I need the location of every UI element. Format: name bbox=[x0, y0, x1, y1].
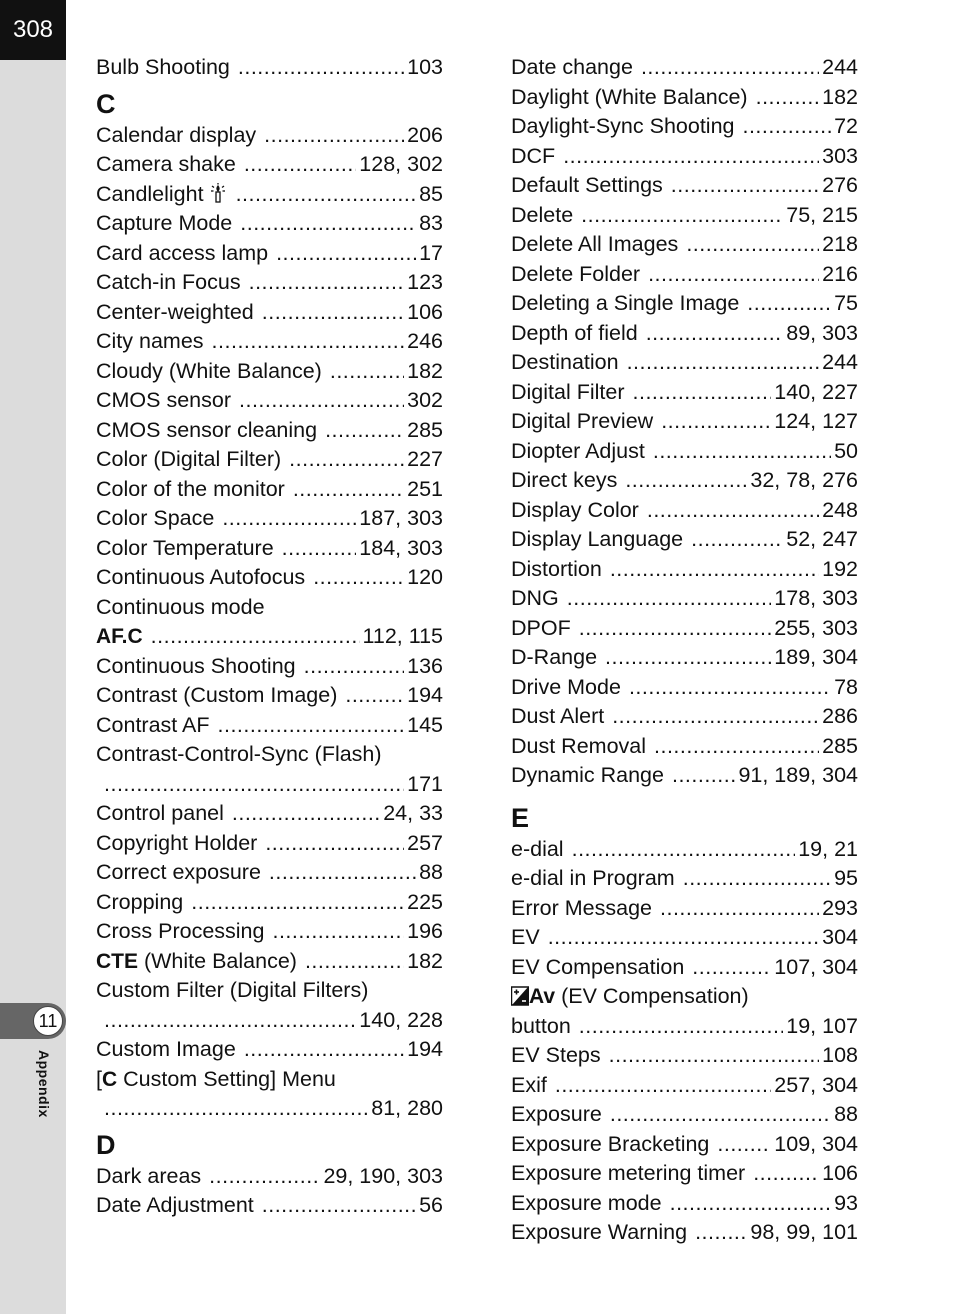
index-entry: EV Steps ..... 108 bbox=[511, 1041, 858, 1071]
sidebar bbox=[0, 0, 66, 1314]
index-entry-heading: Custom Filter (Digital Filters) bbox=[96, 978, 369, 1002]
index-entry: Card access lamp ..... 17 bbox=[96, 239, 443, 269]
index-entry: Drive Mode ..... 78 bbox=[511, 673, 858, 703]
index-entry: CTE (White Balance) ..... 182 bbox=[96, 947, 443, 977]
index-entry: Error Message ..... 293 bbox=[511, 894, 858, 924]
index-entry: Camera shake ..... 128, 302 bbox=[96, 150, 443, 180]
index-entry: Exif ..... 257, 304 bbox=[511, 1071, 858, 1101]
index-entry: Contrast (Custom Image) ..... 194 bbox=[96, 681, 443, 711]
index-entry: Dark areas ..... 29, 190, 303 bbox=[96, 1162, 443, 1192]
index-entry: Date Adjustment ..... 56 bbox=[96, 1191, 443, 1221]
chapter-number: 11 bbox=[33, 1006, 63, 1036]
index-entry: Dust Removal ..... 285 bbox=[511, 732, 858, 762]
custom-setting-symbol: C bbox=[101, 1067, 118, 1091]
index-entry-heading: Av (EV Compensation) bbox=[511, 982, 858, 1012]
index-entry: Catch-in Focus ..... 123 bbox=[96, 268, 443, 298]
index-entry: Capture Mode ..... 83 bbox=[96, 209, 443, 239]
index-entry: Color (Digital Filter) ..... 227 bbox=[96, 445, 443, 475]
index-entry: Destination ..... 244 bbox=[511, 348, 858, 378]
index-entry: Exposure Warning ..... 98, 99, 101 bbox=[511, 1218, 858, 1248]
index-entry: DCF ..... 303 bbox=[511, 142, 858, 172]
index-entry: Custom Image ..... 194 bbox=[96, 1035, 443, 1065]
afc-symbol: AF.C bbox=[96, 625, 143, 648]
index-entry-heading: Continuous mode bbox=[96, 594, 265, 619]
index-letter-heading: E bbox=[511, 802, 530, 833]
index-entry: EV Compensation ..... 107, 304 bbox=[511, 953, 858, 983]
candle-icon bbox=[208, 183, 228, 203]
index-entry: Exposure ..... 88 bbox=[511, 1100, 858, 1130]
index-entry: Exposure mode ..... 93 bbox=[511, 1189, 858, 1219]
index-column-right bbox=[511, 53, 858, 1248]
index-entry: Exposure Bracketing ..... 109, 304 bbox=[511, 1130, 858, 1160]
index-entry: Delete Folder ..... 216 bbox=[511, 260, 858, 290]
index-entry-heading: [C Custom Setting] Menu bbox=[96, 1066, 336, 1091]
index-entry: Date change ..... 244 bbox=[511, 53, 858, 83]
ev-compensation-icon bbox=[511, 986, 529, 1006]
index-entry: Continuous Shooting ..... 136 bbox=[96, 652, 443, 682]
cte-symbol: CTE bbox=[96, 949, 138, 973]
index-entry: Correct exposure ..... 88 bbox=[96, 858, 443, 888]
index-entry: AF.C ..... 112, 115 bbox=[96, 622, 443, 652]
index-entry: Daylight-Sync Shooting ..... 72 bbox=[511, 112, 858, 142]
index-entry: Calendar display ..... 206 bbox=[96, 121, 443, 151]
index-entry: Distortion ..... 192 bbox=[511, 555, 858, 585]
index-entry: Digital Filter ..... 140, 227 bbox=[511, 378, 858, 408]
index-entry: Depth of field ..... 89, 303 bbox=[511, 319, 858, 349]
index-entry: EV ..... 304 bbox=[511, 923, 858, 953]
index-entry: Exposure metering timer ..... 106 bbox=[511, 1159, 858, 1189]
index-entry: Direct keys ..... 32, 78, 276 bbox=[511, 466, 858, 496]
index-entry: Color Temperature ..... 184, 303 bbox=[96, 534, 443, 564]
index-entry: Dust Alert ..... 286 bbox=[511, 702, 858, 732]
index-entry: Color Space ..... 187, 303 bbox=[96, 504, 443, 534]
av-symbol: Av bbox=[529, 985, 556, 1008]
index-entry-continuation: ..... 81, 280 bbox=[96, 1094, 443, 1124]
index-entry: Copyright Holder ..... 257 bbox=[96, 829, 443, 859]
index-entry: CMOS sensor ..... 302 bbox=[96, 386, 443, 416]
index-letter-heading: D bbox=[96, 1129, 116, 1160]
index-entry: Display Language ..... 52, 247 bbox=[511, 525, 858, 555]
index-entry: Contrast AF ..... 145 bbox=[96, 711, 443, 741]
index-entry: Center-weighted ..... 106 bbox=[96, 298, 443, 328]
index-entry: City names ..... 246 bbox=[96, 327, 443, 357]
index-entry: DPOF ..... 255, 303 bbox=[511, 614, 858, 644]
index-entry: Display Color ..... 248 bbox=[511, 496, 858, 526]
index-entry: CMOS sensor cleaning ..... 285 bbox=[96, 416, 443, 446]
index-entry: Cross Processing ..... 196 bbox=[96, 917, 443, 947]
index-entry: Cropping ..... 225 bbox=[96, 888, 443, 918]
section-label: Appendix bbox=[36, 1050, 52, 1118]
page-number: 308 bbox=[0, 0, 66, 60]
index-entry: Daylight (White Balance) ..... 182 bbox=[511, 83, 858, 113]
index-letter-heading: C bbox=[96, 88, 116, 119]
index-entry: DNG ..... 178, 303 bbox=[511, 584, 858, 614]
index-entry: Digital Preview ..... 124, 127 bbox=[511, 407, 858, 437]
index-entry-continuation: ..... 171 bbox=[96, 770, 443, 800]
index-entry: e-dial ..... 19, 21 bbox=[511, 835, 858, 865]
index-entry: Deleting a Single Image ..... 75 bbox=[511, 289, 858, 319]
index-entry: D-Range ..... 189, 304 bbox=[511, 643, 858, 673]
index-entry: Bulb Shooting ..... 103 bbox=[96, 53, 443, 83]
index-entry: Continuous Autofocus ..... 120 bbox=[96, 563, 443, 593]
index-entry: Candlelight ..... 85 bbox=[96, 180, 443, 210]
index-entry: Delete All Images ..... 218 bbox=[511, 230, 858, 260]
index-entry: Delete ..... 75, 215 bbox=[511, 201, 858, 231]
index-entry: Diopter Adjust ..... 50 bbox=[511, 437, 858, 467]
index-entry: Color of the monitor ..... 251 bbox=[96, 475, 443, 505]
index-entry-continuation: ..... 140, 228 bbox=[96, 1006, 443, 1036]
index-entry: Default Settings ..... 276 bbox=[511, 171, 858, 201]
index-entry: e-dial in Program ..... 95 bbox=[511, 864, 858, 894]
index-column-left bbox=[96, 53, 443, 1221]
index-entry: Control panel ..... 24, 33 bbox=[96, 799, 443, 829]
index-entry: button ..... 19, 107 bbox=[511, 1012, 858, 1042]
index-entry-heading: Contrast-Control-Sync (Flash) bbox=[96, 742, 382, 766]
index-entry: Dynamic Range ..... 91, 189, 304 bbox=[511, 761, 858, 791]
index-entry: Cloudy (White Balance) ..... 182 bbox=[96, 357, 443, 387]
